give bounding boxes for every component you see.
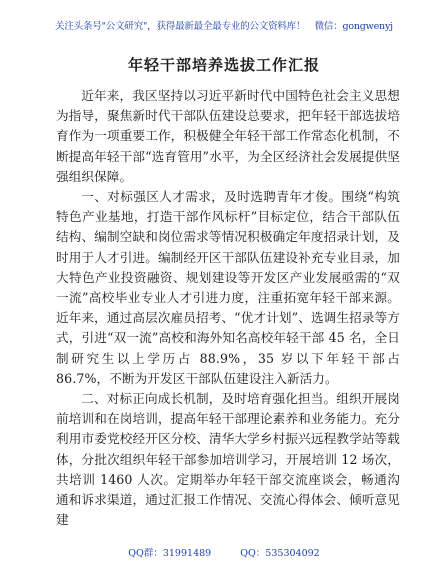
footer-contact (0, 545, 448, 559)
footer-qq: QQ：535304092 (240, 548, 320, 559)
section-2-paragraph: 二、对标正向成长机制，及时培育强化担当。组织开展岗前培训和在岗培训，提高年轻干部理论素养和业务能力。充分利用市委党校经开区分校、清华大学乡村振兴远程教学站等载体，分批次组织年轻干部参加培训学习，开展培训 12 场次，共培训 1460 人次。定期举办年轻干部交流座谈会，畅通沟通和诉求渠道，通过汇报工作情况、交流心得体会、倾听意见建 (56, 391, 400, 528)
footer-qq-group: QQ群：31991489 (128, 548, 212, 559)
section-1-paragraph: 一、对标强区人才需求，及时选聘青年才俊。围绕“构筑特色产业基地，打造干部作风标杆”目标定位，结合干部队伍结构、编制空缺和岗位需求等情况积极确定年度招录计划，及时用于人才引进。编制经开区干部队伍建设补充专业目录，加大特色产业投资融资、规划建设等开发区产业发展亟需的“双一流”高校毕业专业人才引进力度，注重拓宽年轻干部来源。近年来，通过高层次雇员招考、“优才计划”、选调生招录等方式，引进“双一流”高校和海外知名高校年轻干部 45 名，全日制研究生以上学历占 88.9%，35 岁以下年轻干部占 86.7%，不断为开发区干部队伍建设注入新活力。 (56, 189, 400, 386)
document-title: 年轻干部培养选拔工作汇报 (127, 56, 320, 74)
intro-paragraph: 近年来，我区坚持以习近平新时代中国特色社会主义思想为指导，聚焦新时代干部队伍建设总要求，把年轻干部选拔培育作为一项重要工作，积极健全年轻干部工作常态化机制，不断提高年轻干部“选育管用”水平，为全区经济社会发展提供坚强组织保障。 (56, 88, 400, 184)
document-body (56, 86, 400, 530)
header-promo-note: 关注头条号"公文研究"，获得最新最全最专业的公文资料库！ 微信：gongwenyj (55, 21, 393, 32)
